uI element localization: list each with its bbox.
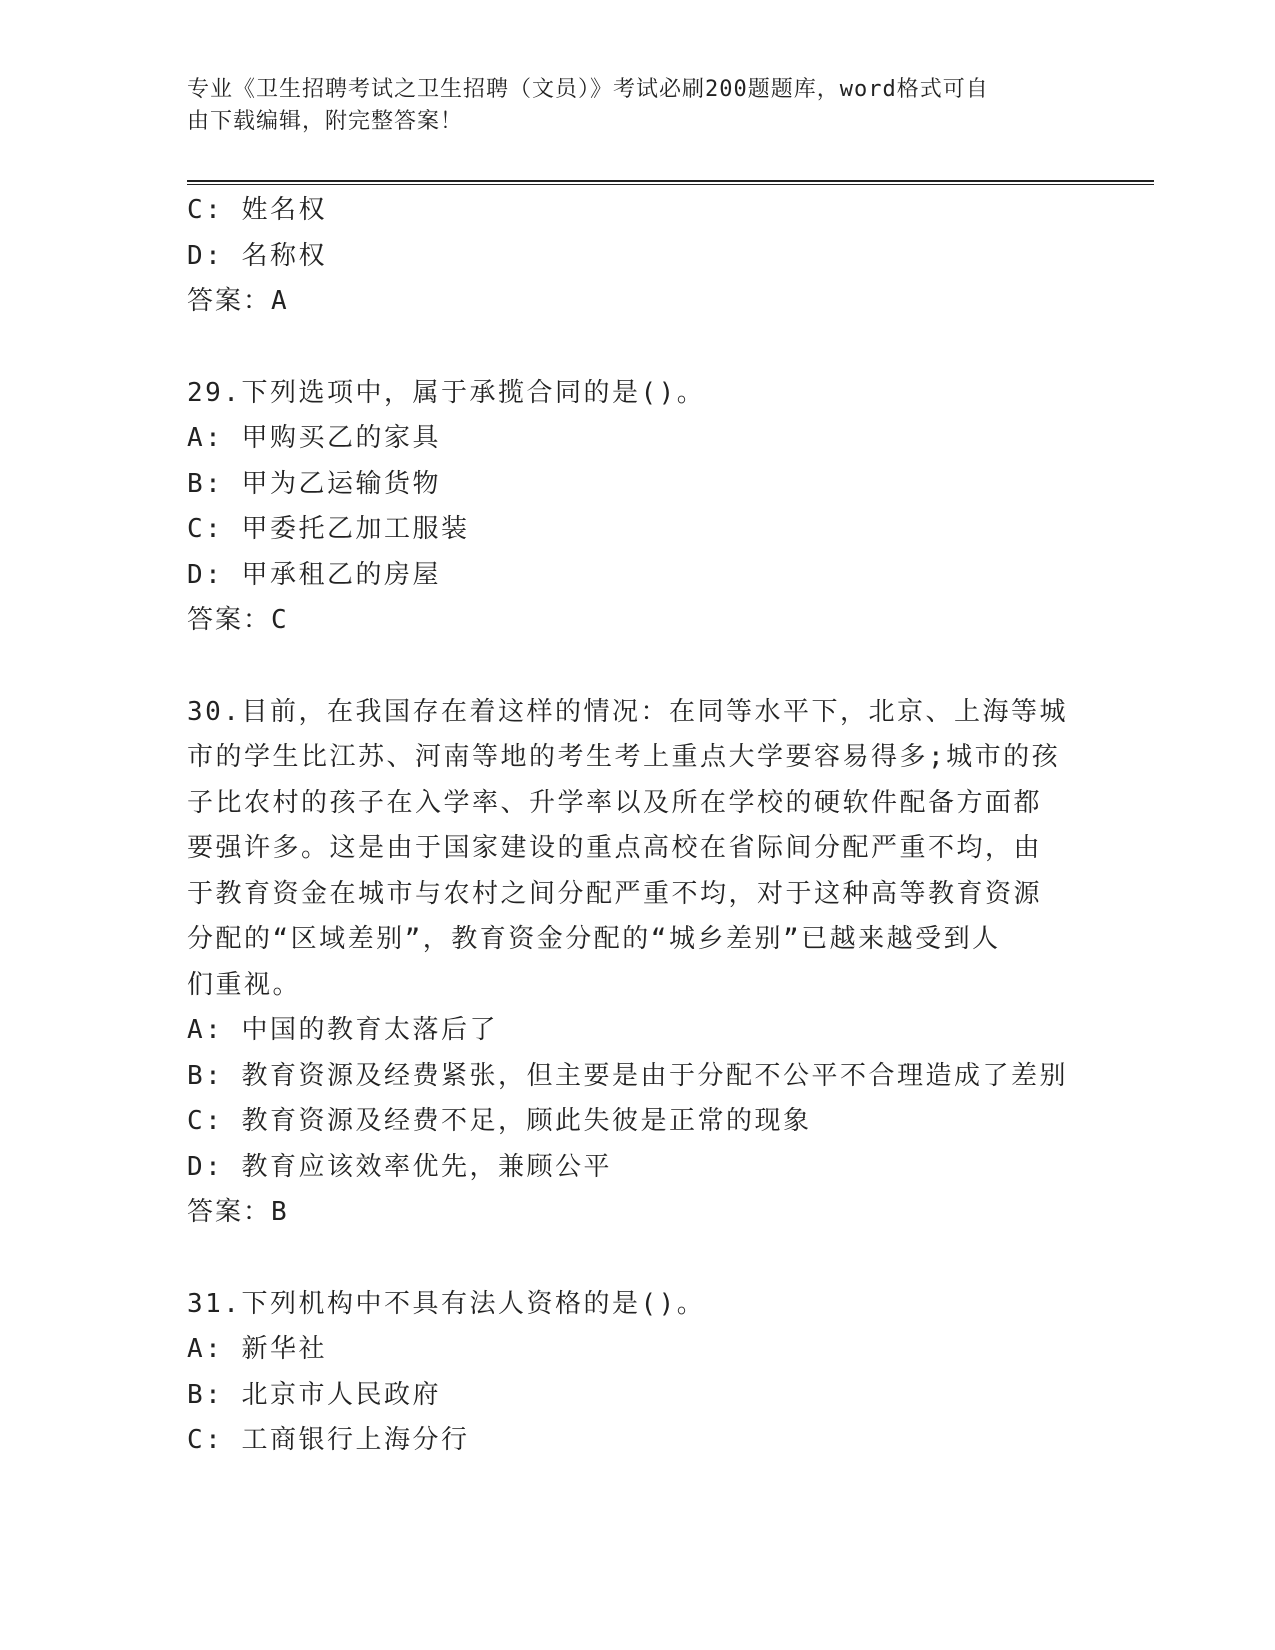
question-stem-line: 们重视。 xyxy=(187,969,302,1000)
option-c: C: 工商银行上海分行 xyxy=(187,1425,470,1455)
option-d: D: 名称权 xyxy=(187,240,327,271)
spacer xyxy=(187,1236,1087,1282)
option-a: A: 中国的教育太落后了 xyxy=(187,1015,498,1045)
question-29 xyxy=(187,371,1087,644)
question-stem-line: 市的学生比江苏、河南等地的考生考上重点大学要容易得多;城市的孩 xyxy=(187,742,1061,772)
option-b: B: 甲为乙运输货物 xyxy=(187,468,441,499)
document-header xyxy=(187,74,1087,138)
question-stem: 31.下列机构中不具有法人资格的是()。 xyxy=(187,1288,706,1319)
question-stem-line: 子比农村的孩子在入学率、升学率以及所在学校的硬软件配备方面都 xyxy=(187,787,1043,818)
question-stem-line: 分配的“区域差别”，教育资金分配的“城乡差别”已越来越受到人 xyxy=(187,924,1001,954)
header-divider-thin xyxy=(187,184,1154,185)
option-a: A: 甲购买乙的家具 xyxy=(187,423,441,453)
answer: 答案：A xyxy=(187,286,289,316)
question-stem-line: 于教育资金在城市与农村之间分配严重不均，对于这种高等教育资源 xyxy=(187,878,1043,909)
option-c: C: 教育资源及经费不足，顾此失彼是正常的现象 xyxy=(187,1106,812,1136)
question-30 xyxy=(187,690,1087,1236)
header-divider xyxy=(187,180,1154,182)
question-stem: 29.下列选项中，属于承揽合同的是()。 xyxy=(187,377,706,408)
question-content xyxy=(187,188,1087,1464)
option-d: D: 教育应该效率优先，兼顾公平 xyxy=(187,1151,612,1182)
option-b: B: 北京市人民政府 xyxy=(187,1379,441,1410)
question-stem-line: 要强许多。这是由于国家建设的重点高校在省际间分配严重不均，由 xyxy=(187,833,1043,863)
option-c: C: 甲委托乙加工服装 xyxy=(187,514,470,544)
option-a: A: 新华社 xyxy=(187,1334,327,1364)
answer: 答案：B xyxy=(187,1197,289,1227)
prev-question-block xyxy=(187,188,1087,325)
header-line-2: 由下载编辑，附完整答案！ xyxy=(187,109,464,134)
question-31 xyxy=(187,1282,1087,1464)
header-line-1: 专业《卫生招聘考试之卫生招聘（文员）》考试必刷200题题库，word格式可自 xyxy=(187,77,989,102)
spacer xyxy=(187,325,1087,371)
option-b: B: 教育资源及经费紧张，但主要是由于分配不公平不合理造成了差别 xyxy=(187,1060,1068,1091)
option-c: C: 姓名权 xyxy=(187,195,327,225)
question-stem-line: 30.目前，在我国存在着这样的情况：在同等水平下，北京、上海等城 xyxy=(187,696,1068,727)
spacer xyxy=(187,644,1087,690)
option-d: D: 甲承租乙的房屋 xyxy=(187,559,441,590)
answer: 答案：C xyxy=(187,605,289,635)
